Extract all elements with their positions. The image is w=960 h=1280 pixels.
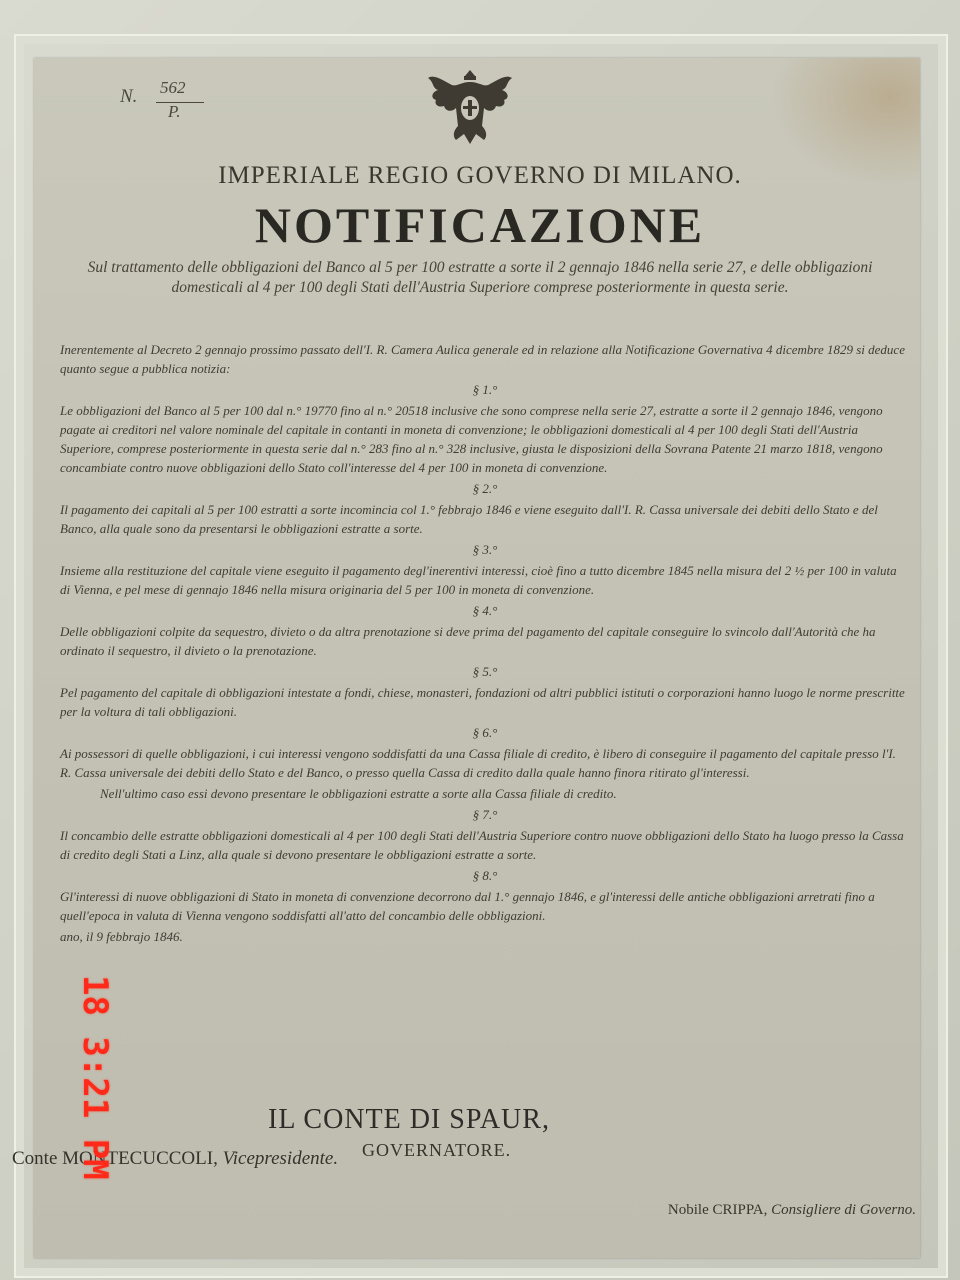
section-mark: § 3.° (472, 542, 498, 557)
section-mark: § 6.° (472, 725, 498, 740)
document-subtitle: Sul trattamento delle obbligazioni del Banco al 5 per 100 estratte a sorte il 2 gennajo 1846 nella serie 27, e delle obbligazioni domesticali al 4 per 100 degli Stati dell'Austria Superiore comprese posteriormente in questa serie. (87, 259, 873, 296)
counsellor-role: Consigliere di Governo. (771, 1202, 916, 1218)
vice-president-signature (12, 1148, 338, 1170)
section-paragraph-extra: Nell'ultimo caso essi devono presentare le obbligazioni estratte a sorte alla Cassa filiale di credito. (100, 786, 617, 801)
section-mark: § 8.° (472, 868, 498, 883)
section-paragraph: Ai possessori di quelle obbligazioni, i cui interessi vengono soddisfatti da una Cassa filiale di credito, è libero di conseguire il pagamento del capitale presso l'I. R. Cassa universale dei debiti dello Stato e del Banco, o presso quella Cassa di credito dalla quale hanno finora ritirato gl'interessi. (60, 746, 896, 780)
reference-prefix: N. (120, 86, 138, 107)
section-paragraph: Pel pagamento del capitale di obbligazioni intestate a fondi, chiese, monasteri, fondazioni od altri pubblici istituti o corporazioni hanno luogo le norme prescritte per la voltura di tali obbligazioni. (60, 685, 905, 719)
section-paragraph: Il concambio delle estratte obbligazioni domesticali al 4 per 100 degli Stati dell'Austria Superiore contro nuove obbligazioni dello Stato ha luogo presso la Cassa di credito degli Stati a Linz, alla quale si devono presentare le obbligazioni estratte a sorte. (60, 828, 904, 862)
camera-timestamp: 18 3:21 PM (75, 975, 115, 1180)
counsellor-name: Nobile CRIPPA, (667, 1202, 768, 1218)
section-paragraph: Gl'interessi di nuove obbligazioni di Stato in moneta di convenzione decorrono dal 1.° gennajo 1846, e gl'interessi delle antiche obbligazioni arretrati fino a quell'epoca in valuta di Vienna vengono soddisfatti all'atto del concambio delle obbligazioni. (60, 889, 875, 923)
imperial-eagle-crest-icon (420, 56, 520, 156)
notice-body (60, 340, 910, 948)
document-title: NOTIFICAZIONE (254, 197, 706, 253)
signer-name: IL CONTE DI SPAUR, (268, 1104, 550, 1135)
section-mark: § 4.° (472, 603, 498, 618)
reference-value: 562 (160, 78, 186, 97)
vice-president-role: Vicepresidente. (222, 1148, 339, 1169)
place-and-date: ano, il 9 febbrajo 1846. (60, 929, 183, 944)
section-paragraph: Insieme alla restituzione del capitale viene eseguito il pagamento degl'inerentivi interessi, cioè fino a tutto dicembre 1845 nella misura del 2 ½ per 100 in valuta di Vienna, e pel mese di gennajo 1846 nella misura originaria del 5 per 100 in moneta di convenzione. (60, 563, 897, 597)
signer-title: GOVERNATORE. (362, 1140, 512, 1160)
section-mark: § 7.° (472, 807, 498, 822)
section-mark: § 5.° (472, 664, 498, 679)
reference-number (120, 78, 186, 121)
section-paragraph: Delle obbligazioni colpite da sequestro, divieto o da altra prenotazione si deve prima del pagamento del capitale conseguire lo svincolo dall'Autorità che ha ordinato il sequestro, il divieto o la prenotazione. (60, 624, 876, 658)
counsellor-signature (668, 1202, 916, 1219)
reference-series: P. (168, 102, 181, 121)
section-mark: § 1.° (472, 382, 498, 397)
section-mark: § 2.° (472, 481, 498, 496)
section-paragraph: Le obbligazioni del Banco al 5 per 100 dal n.° 19770 fino al n.° 20518 inclusive che sono comprese nella serie 27, estratte a sorte il 2 gennajo 1846, vengono pagate ai creditori nel valore nominale del capitale in contanti in moneta di convenzione; le obbligazioni domesticali al 4 per 100 degli Stati dell'Austria Superiore, comprese posteriormente in questa serie dal n.° 283 fino al n.° 328 inclusive, giusta le disposizioni della Sovrana Patente 21 marzo 1818, vengono concambiate contro nuove obbligazioni dello Stato coll'interesse del 4 per 100 in moneta di convenzione. (60, 403, 883, 475)
section-paragraph: Il pagamento dei capitali al 5 per 100 estratti a sorte incomincia col 1.° febbrajo 1846 e viene eseguito dall'I. R. Cassa universale dei debiti dello Stato e del Banco, alla quale sono da presentarsi le obbligazioni estratte a sorte. (60, 502, 878, 536)
intro-paragraph: Inerentemente al Decreto 2 gennajo prossimo passato dell'I. R. Camera Aulica generale ed in relazione alla Notificazione Governativa 4 dicembre 1829 si deduce quanto segue a pubblica notizia: (60, 342, 905, 376)
issuing-authority: IMPERIALE REGIO GOVERNO DI MILANO. (218, 162, 742, 189)
vice-president-name: Conte MONTECUCCOLI, (12, 1148, 218, 1169)
